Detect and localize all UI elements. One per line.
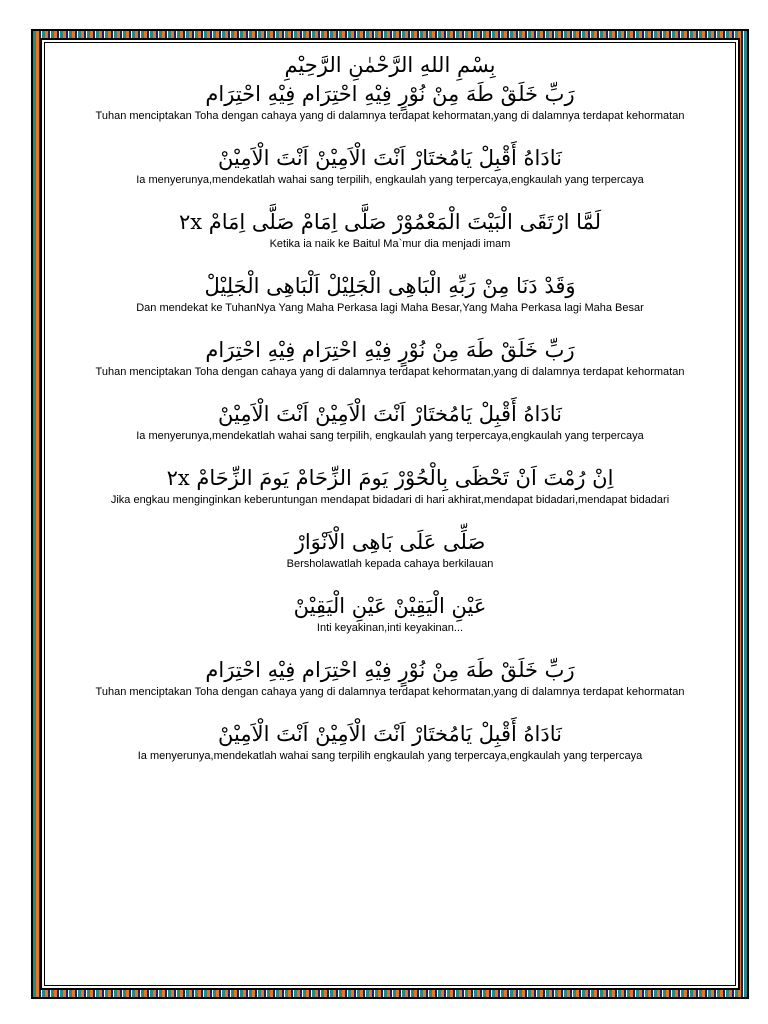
arabic-line: رَبِّ خَلَقْ طَهَ مِنْ نُوْرٍ فِيْهِ احْتِرَام فِيْهِ احْتِرَام: [205, 338, 575, 362]
stanza-3: [62, 207, 718, 251]
arabic-line: اِنْ رُمْتَ اَنْ تَحْظَى بِالْحُوْرْ يَومَ الزِّحَامْ يَومَ الزِّحَامْ ٢x: [166, 466, 614, 490]
translation-line: Ia menyerunya,mendekatlah wahai sang terpilih engkaulah yang terpercaya,engkaulah yang terpercaya: [137, 750, 643, 762]
stanza-8: [62, 527, 718, 571]
arabic-line: وَقَدْ دَنَا مِنْ رَبِّهِ الْبَاهِى الْجَلِيْلْ اَلْبَاهِى الْجَلِيْلْ: [204, 274, 576, 298]
stanza-10: [62, 655, 718, 699]
translation-line: Ia menyerunya,mendekatlah wahai sang terpilih, engkaulah yang terpercaya,engkaulah yang terpercaya: [136, 430, 644, 442]
stanza-7: [62, 463, 718, 507]
translation-line: Tuhan menciptakan Toha dengan cahaya yang di dalamnya terdapat kehormatan,yang di dalamnya terdapat kehormatan: [95, 110, 685, 122]
arabic-line: نَادَاهُ أَقْبِلْ يَامُختَارْ اَنْتَ الْاَمِيْنْ اَنْتَ الْاَمِيْنْ: [218, 402, 562, 426]
translation-line: Jika engkau menginginkan keberuntungan mendapat bidadari di hari akhirat,mendapat bidadari,mendapat bidadari: [110, 494, 670, 506]
lyrics-content: [62, 52, 718, 763]
translation-line: Tuhan menciptakan Toha dengan cahaya yang di dalamnya terdapat kehormatan,yang di dalamnya terdapat kehormatan: [95, 686, 685, 698]
translation-line: Tuhan menciptakan Toha dengan cahaya yang di dalamnya terdapat kehormatan,yang di dalamnya terdapat kehormatan: [95, 366, 685, 378]
stanza-11: [62, 719, 718, 763]
stanza-5: [62, 335, 718, 379]
translation-line: Bersholawatlah kepada cahaya berkilauan: [286, 558, 494, 570]
stanza-6: [62, 399, 718, 443]
bismillah-heading: بِسْمِ اللهِ الرَّحْمٰنِ الرَّحِيْمِ: [284, 53, 496, 77]
arabic-line: لَمَّا ارْتَقَى الْبَيْتَ الْمَعْمُوْرْ صَلَّى اِمَامْ صَلَّى اِمَامْ ٢x: [178, 210, 602, 234]
stanza-1: [62, 79, 718, 123]
translation-line: Inti keyakinan,inti keyakinan...: [316, 622, 464, 634]
arabic-line: رَبِّ خَلَقْ طَهَ مِنْ نُوْرٍ فِيْهِ احْتِرَام فِيْهِ احْتِرَام: [205, 658, 575, 682]
translation-line: Ia menyerunya,mendekatlah wahai sang terpilih, engkaulah yang terpercaya,engkaulah yang terpercaya: [136, 174, 644, 186]
translation-line: Ketika ia naik ke Baitul Ma`mur dia menjadi imam: [269, 238, 511, 250]
arabic-line: نَادَاهُ أَقْبِلْ يَامُختَارْ اَنْتَ الْاَمِيْنْ اَنْتَ الْاَمِيْنْ: [218, 722, 562, 746]
stanza-9: [62, 591, 718, 635]
stanza-2: [62, 143, 718, 187]
arabic-line: رَبِّ خَلَقْ طَهَ مِنْ نُوْرٍ فِيْهِ احْتِرَام فِيْهِ احْتِرَام: [205, 82, 575, 106]
arabic-line: صَلِّى عَلَى بَاهِى الْاَنْوَارْ: [294, 530, 486, 554]
stanza-4: [62, 271, 718, 315]
arabic-line: عَيْنِ الْيَقِيْنْ عَيْنِ الْيَقِيْنْ: [293, 594, 487, 618]
arabic-line: نَادَاهُ أَقْبِلْ يَامُختَارْ اَنْتَ الْاَمِيْنْ اَنْتَ الْاَمِيْنْ: [218, 146, 562, 170]
translation-line: Dan mendekat ke TuhanNya Yang Maha Perkasa lagi Maha Besar,Yang Maha Perkasa lagi Maha Besar: [136, 302, 644, 314]
